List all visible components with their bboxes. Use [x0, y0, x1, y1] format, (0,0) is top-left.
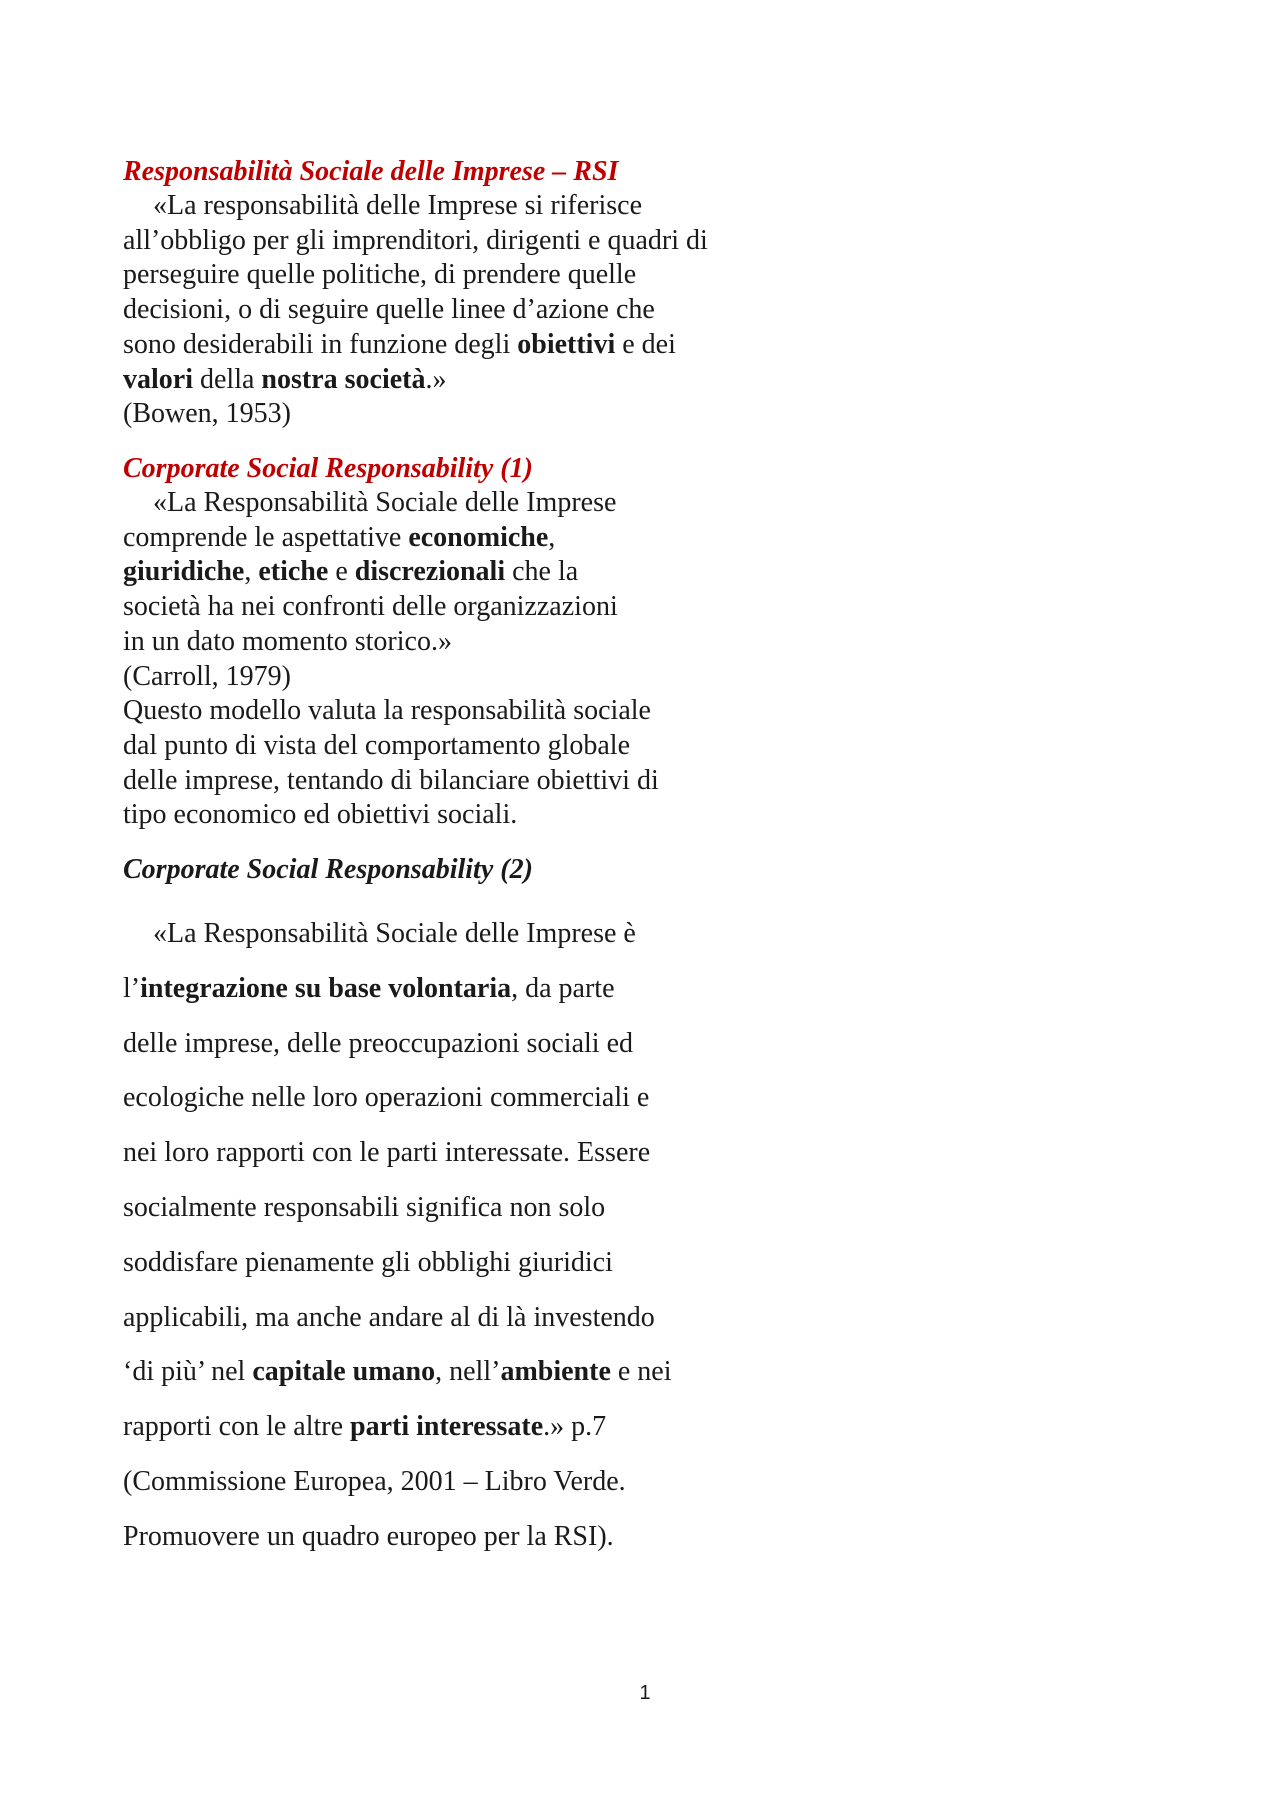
- text-run: della: [193, 363, 262, 395]
- text-run: .» p.7: [543, 1411, 607, 1443]
- text-run: l’: [123, 972, 141, 1004]
- text-run: dal punto di vista del comportamento globale: [123, 729, 630, 761]
- section-body-rsi: [123, 189, 708, 432]
- text-run: delle imprese, delle preoccupazioni sociali ed: [123, 1027, 634, 1059]
- text-line: [123, 363, 708, 398]
- bold-text: capitale umano: [252, 1356, 436, 1388]
- text-run: società ha nei confronti delle organizzazioni: [123, 591, 618, 623]
- text-run: all’obbligo per gli imprenditori, dirigenti e quadri di: [123, 224, 708, 256]
- bold-text: integrazione su base volontaria: [140, 972, 512, 1004]
- text-line: [123, 625, 659, 660]
- text-run: e: [328, 556, 355, 588]
- text-line: [123, 1071, 672, 1126]
- text-run: comprende le aspettative: [123, 521, 409, 553]
- text-line: [123, 293, 708, 328]
- text-run: sono desiderabili in funzione degli: [123, 328, 518, 360]
- text-line: [123, 521, 659, 556]
- text-line: [123, 1455, 672, 1510]
- section-heading-csr-1: Corporate Social Responsability (1): [123, 453, 533, 484]
- section-rsi: [123, 155, 708, 432]
- section-heading-rsi: Responsabilità Sociale delle Imprese – RSI: [123, 156, 619, 187]
- bold-text: nostra società: [261, 363, 426, 395]
- text-run: e dei: [615, 328, 676, 360]
- text-line: [123, 1236, 672, 1291]
- section-heading-csr-2: Corporate Social Responsability (2): [123, 854, 533, 885]
- text-run: , nell’: [435, 1356, 501, 1388]
- text-run: rapporti con le altre: [123, 1411, 351, 1443]
- text-run: delle imprese, tentando di bilanciare obiettivi di: [123, 764, 659, 796]
- text-line: [123, 1510, 672, 1565]
- text-run: «La Responsabilità Sociale delle Imprese è: [153, 918, 636, 949]
- text-line: [123, 189, 708, 224]
- text-line: [123, 1400, 672, 1455]
- text-run: soddisfare pienamente gli obblighi giuridici: [123, 1246, 613, 1278]
- text-run: ecologiche nelle loro operazioni commerciali e: [123, 1082, 650, 1114]
- text-line: [123, 397, 708, 432]
- text-run: .»: [425, 363, 447, 395]
- section-body-csr-1: [123, 486, 659, 833]
- text-run: ,: [244, 556, 259, 588]
- text-line: [123, 962, 672, 1017]
- text-run: e nei: [610, 1356, 672, 1388]
- text-run: applicabili, ma anche andare al di là investendo: [123, 1301, 655, 1333]
- page-number: 1: [639, 1682, 651, 1704]
- text-line: [123, 1181, 672, 1236]
- text-run: in un dato momento storico.»: [123, 625, 452, 657]
- text-run: socialmente responsabili significa non solo: [123, 1191, 606, 1223]
- text-run: (Commissione Europea, 2001 – Libro Verde.: [123, 1465, 626, 1497]
- text-line: [123, 486, 659, 521]
- text-run: perseguire quelle politiche, di prendere quelle: [123, 259, 637, 291]
- text-line: [123, 1291, 672, 1346]
- bold-text: giuridiche: [123, 556, 245, 588]
- text-line: [123, 764, 659, 799]
- bold-text: obiettivi: [517, 328, 616, 360]
- text-run: decisioni, o di seguire quelle linee d’azione che: [123, 294, 655, 326]
- text-run: Promuovere un quadro europeo per la RSI).: [123, 1520, 614, 1552]
- bold-text: valori: [123, 363, 193, 395]
- bold-text: economiche: [408, 521, 549, 553]
- text-run: ‘di più’ nel: [123, 1356, 253, 1388]
- text-line: [123, 328, 708, 363]
- text-run: (Carroll, 1979): [123, 660, 291, 692]
- bold-text: etiche: [258, 556, 329, 588]
- bold-text: discrezionali: [354, 556, 506, 588]
- text-run: tipo economico ed obiettivi sociali.: [123, 799, 518, 831]
- text-run: nei loro rapporti con le parti interessate. Essere: [123, 1137, 651, 1169]
- text-run: , da parte: [511, 972, 615, 1004]
- text-run: (Bowen, 1953): [123, 398, 291, 430]
- text-line: [123, 224, 708, 259]
- section-csr-1: [123, 452, 659, 833]
- text-run: «La Responsabilità Sociale delle Imprese: [153, 487, 617, 518]
- bold-text: ambiente: [500, 1356, 611, 1388]
- text-line: [123, 258, 708, 293]
- section-csr-2: [123, 853, 672, 1565]
- text-line: [123, 660, 659, 695]
- bold-text: parti interessate: [350, 1411, 544, 1443]
- text-line: [123, 555, 659, 590]
- text-line: [123, 1017, 672, 1072]
- text-line: [123, 1126, 672, 1181]
- text-run: ,: [548, 521, 556, 553]
- text-line: [123, 1345, 672, 1400]
- text-run: «La responsabilità delle Imprese si riferisce: [153, 190, 643, 221]
- text-line: [123, 694, 659, 729]
- text-run: Questo modello valuta la responsabilità sociale: [123, 695, 651, 727]
- text-line: [123, 907, 672, 962]
- text-line: [123, 590, 659, 625]
- text-line: [123, 729, 659, 764]
- section-body-csr-2: [123, 907, 672, 1565]
- text-run: che la: [505, 556, 579, 588]
- text-line: [123, 798, 659, 833]
